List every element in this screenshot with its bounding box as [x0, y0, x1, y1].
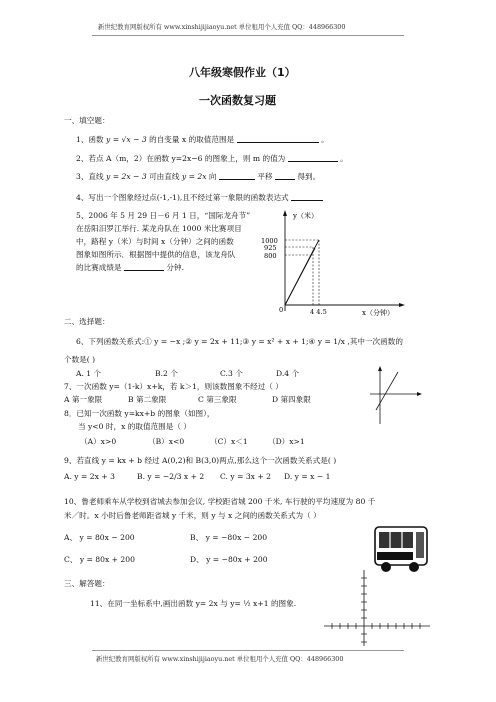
question-5-line-4: 图象如图所示．根据图中提供的信息，该龙舟队	[76, 250, 236, 259]
question-6-cont: 个数是( )	[64, 355, 96, 364]
question-6: 6、下列函数关系式:① y = −x ;② y = 2x + 11;③ y = x² + x + 1;④ y = 1/x ,其中一次函数的	[76, 337, 403, 346]
page-title: 八年级寒假作业（1）	[189, 66, 296, 79]
graph-y-label: y（米）	[293, 212, 318, 220]
question-5-line-3: 中，路程 y（米）与时间 x（分钟）之间的函数	[76, 237, 234, 246]
q8-x-arrow-icon	[417, 392, 422, 396]
section1-heading: 一、填空题：	[64, 116, 110, 125]
header-divider	[92, 35, 404, 36]
graph-x-label: x（分钟）	[362, 309, 394, 317]
section2-heading: 二、选择题：	[64, 317, 110, 326]
question-8: 8．已知一次函数 y=kx+b 的图象（如图），	[64, 409, 215, 418]
q7-option-a[interactable]: A 第一象限	[64, 395, 103, 404]
q10-option-a[interactable]: A、 y = 80x − 200	[64, 533, 135, 542]
q8-option-b[interactable]: （B）x<0	[148, 437, 185, 446]
q8-option-c[interactable]: （C）x＜1	[210, 437, 248, 446]
footer-divider	[92, 650, 404, 651]
graph-line-straight	[285, 248, 315, 305]
q6-option-d[interactable]: D.4 个	[276, 369, 300, 378]
page-footer: 新世纪教育网版权所有 www.xinshijijiaoyu.net 单位租用个人充值 QQ：448966300	[96, 655, 344, 663]
answer-blank-1[interactable]	[237, 134, 319, 143]
q10-option-c[interactable]: C、 y = 80x + 200	[64, 555, 135, 564]
question-10-line-1: 10、鲁老师乘车从学校到省城去参加会议, 学校距省城 200 千米, 车行驶的平均速度为 80 千	[64, 497, 376, 506]
q10-option-d[interactable]: D、 y = −80x + 200	[190, 555, 268, 564]
question-10-line-2: 米／时。x 小时后鲁老师距省城 y 千米，则 y 与 x 之间的函数关系式为（ ）	[64, 511, 321, 520]
question-11: 11、在同一坐标系中,画出函数 y= 2x 与 y= ½ x+1 的图象.	[90, 599, 297, 608]
question-2: 2、若点 A（m，2）在函数 y=2x−6 的图象上，则 m 的值为 。	[76, 154, 348, 163]
q11-coordinate-grid	[322, 566, 432, 648]
question-4: 4、写出一个图象经过点(-1,-1),且不经过第一象限的函数表达式	[76, 192, 323, 203]
q8-line	[376, 372, 398, 410]
graph-ytick-925: 925	[264, 244, 277, 252]
bus-bumper	[377, 552, 413, 560]
q7-option-d[interactable]: D 第四象限	[272, 395, 311, 404]
x-axis-arrow-icon	[399, 303, 405, 307]
answer-blank-2[interactable]	[288, 153, 338, 162]
question-1: 1、函数 y = √x − 3 的自变量 x 的取值范围是 。	[76, 135, 329, 144]
q6-option-b[interactable]: B.2 个	[155, 369, 178, 378]
q9-option-b[interactable]: B. y = −2/3 x + 2	[137, 472, 205, 481]
q8-figure	[368, 364, 428, 434]
page-subtitle: 一次函数复习题	[199, 94, 276, 107]
question-5-line-5: 的比赛成绩是 分钟.	[76, 263, 185, 272]
q9-option-c[interactable]: C. y = 3x + 2	[220, 472, 271, 481]
graph-xticks: 4 4.5	[310, 308, 327, 316]
bus-window	[379, 532, 413, 548]
q8-option-d[interactable]: （D）x>1	[268, 437, 305, 446]
distance-time-graph	[255, 208, 405, 318]
question-3: 3、直线 y = 2x − 3 可由直线 y = 2x 向 平移 得到。	[76, 172, 321, 181]
q6-option-a[interactable]: A. 1 个	[76, 369, 102, 378]
q9-option-a[interactable]: A. y = 2x + 3	[64, 472, 115, 481]
q7-option-c[interactable]: C 第三象限	[198, 395, 237, 404]
answer-blank-3a[interactable]	[219, 171, 255, 180]
answer-blank-5[interactable]	[124, 262, 164, 271]
q6-option-c[interactable]: C.3 个	[220, 369, 243, 378]
question-8-cont: 当 y<0 时，x 的取值范围是（ ）	[78, 422, 191, 431]
q8-option-a[interactable]: （A）x>0	[80, 437, 117, 446]
q9-option-d[interactable]: D. y = x − 1	[284, 472, 331, 481]
answer-blank-4[interactable]	[291, 192, 323, 201]
question-5-line-2: 在岳阳汨罗江举行. 某龙舟队在 1000 米比赛项目	[76, 224, 242, 233]
question-9: 9、若直线 y = kx + b 经过 A(0,2)和 B(3,0)两点,那么这个一次函数关系式是( )	[64, 456, 337, 465]
q7-option-b[interactable]: B 第二象限	[128, 395, 167, 404]
q8-y-arrow-icon	[378, 366, 382, 371]
graph-ytick-1000: 1000	[261, 237, 278, 245]
section3-heading: 三、解答题：	[64, 579, 110, 588]
answer-blank-3b[interactable]	[275, 171, 295, 180]
question-7: 7、一次函数 y=（1-k）x+k，若 k＞1，则该数图象不经过（ ）	[64, 382, 283, 391]
question-5-line-1: 5、2006 年 5 月 29 日－6 月 1 日，“国际龙舟节”	[76, 211, 251, 220]
y-axis-arrow-icon	[283, 210, 287, 216]
graph-ytick-800: 800	[264, 252, 277, 260]
q10-option-b[interactable]: B、 y = −80x − 200	[190, 533, 268, 542]
bus-door	[416, 532, 424, 558]
graph-origin: 0	[279, 306, 284, 314]
page-header: 新世纪教育网版权所有 www.xinshijijiaoyu.net 单位租用个人充值 QQ：448966300	[98, 23, 346, 31]
